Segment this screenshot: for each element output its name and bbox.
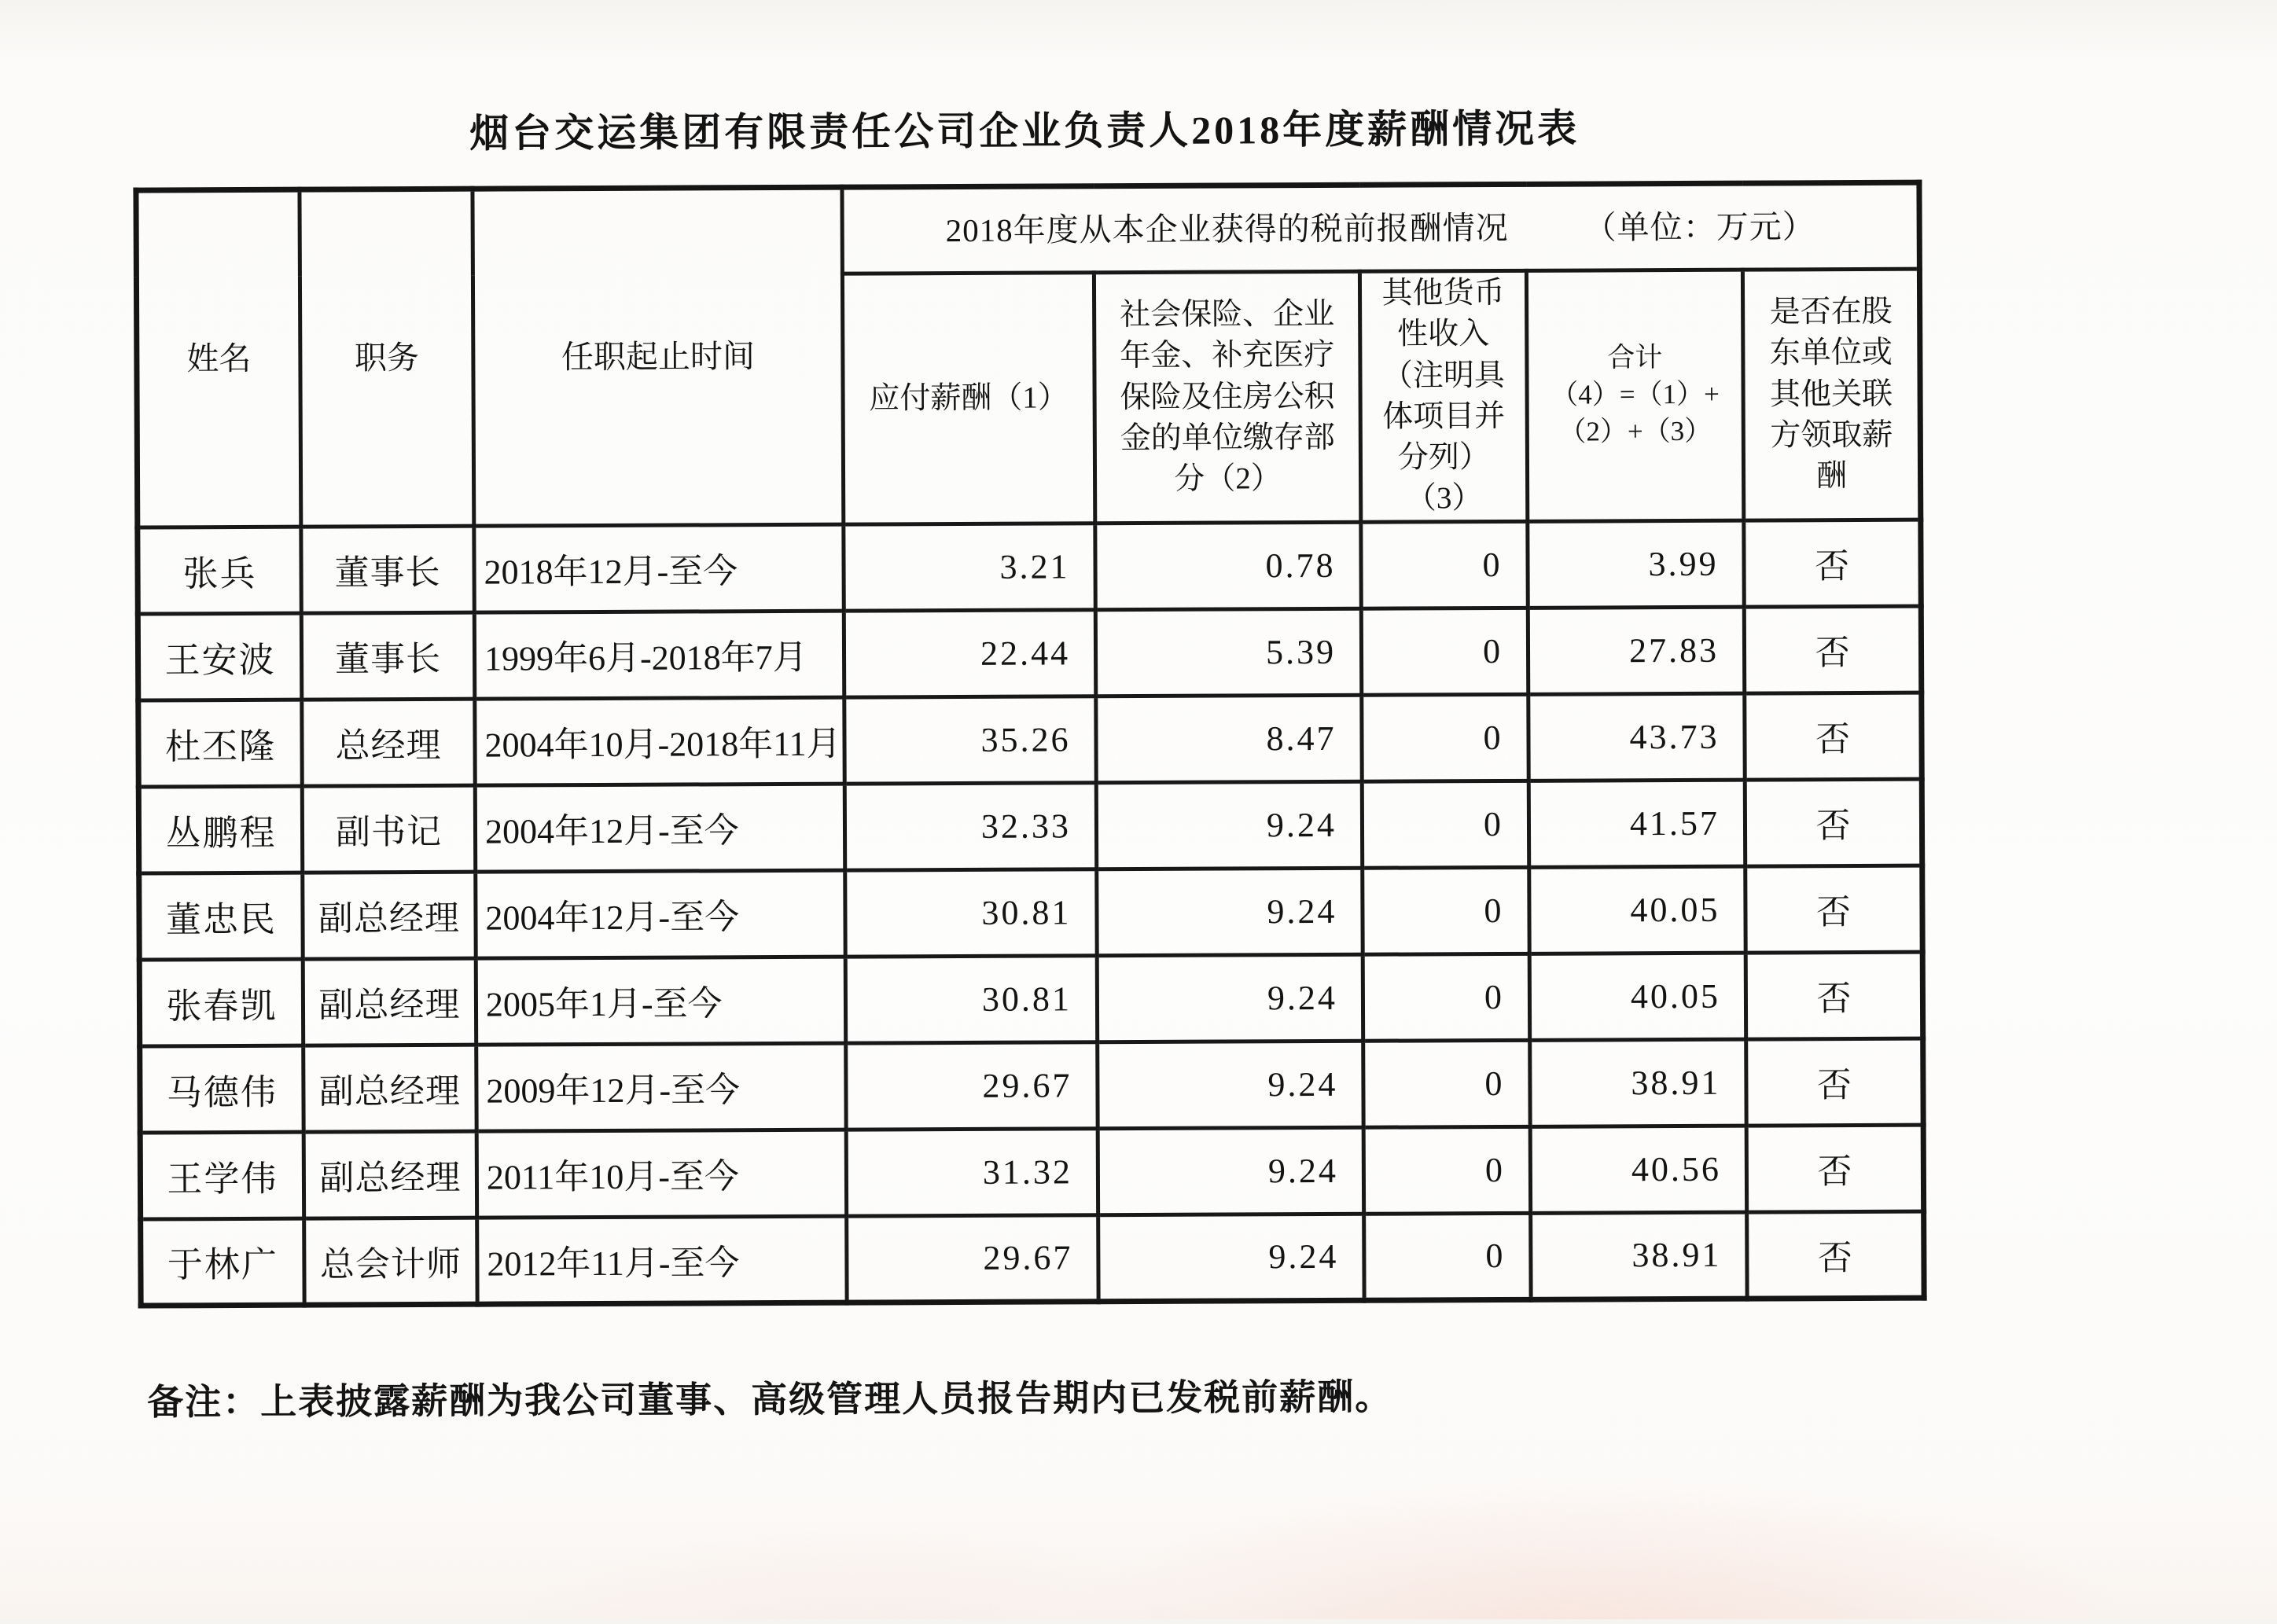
table-row — [139, 865, 1922, 960]
cell-name: 董忠民 — [139, 873, 303, 960]
cell-total: 38.91 — [1530, 1039, 1746, 1126]
cell-insurance: 5.39 — [1095, 608, 1361, 696]
cell-tenure: 2012年11月-至今 — [477, 1216, 847, 1304]
cell-other-income: 0 — [1363, 867, 1529, 954]
cell-related-party: 否 — [1745, 693, 1922, 780]
cell-total: 40.56 — [1530, 1126, 1746, 1213]
cell-other-income: 0 — [1362, 781, 1528, 868]
cell-name: 张兵 — [138, 527, 301, 614]
col-header-pretax-group — [842, 182, 1919, 274]
cell-related-party: 否 — [1744, 606, 1922, 693]
cell-insurance: 9.24 — [1098, 1041, 1363, 1128]
cell-name: 王安波 — [138, 613, 301, 700]
cell-related-party: 否 — [1745, 779, 1922, 866]
header-row-group — [136, 182, 1919, 277]
pretax-group-label: 2018年度从本企业获得的税前报酬情况 — [945, 209, 1509, 248]
cell-related-party: 否 — [1747, 1211, 1925, 1299]
cell-salary: 30.81 — [845, 869, 1097, 956]
cell-position: 副书记 — [302, 785, 475, 873]
col-header-total: 合计 （4）=（1）+ （2）+（3） — [1526, 270, 1743, 521]
cell-other-income: 0 — [1361, 521, 1528, 608]
col-header-insurance: 社会保险、企业年金、补充医疗保险及住房公积金的单位缴存部分（2） — [1094, 271, 1360, 523]
cell-other-income: 0 — [1363, 953, 1529, 1041]
cell-total: 27.83 — [1528, 607, 1744, 694]
cell-related-party: 否 — [1745, 952, 1923, 1039]
cell-salary: 31.32 — [846, 1128, 1098, 1215]
cell-total: 40.05 — [1529, 866, 1745, 953]
cell-name: 王学伟 — [140, 1132, 303, 1219]
col-header-related-party: 是否在股 东单位或 其他关联 方领取薪 酬 — [1742, 269, 1920, 520]
cell-position: 董事长 — [301, 526, 474, 613]
cell-salary: 22.44 — [844, 609, 1095, 696]
cell-salary: 30.81 — [845, 955, 1097, 1042]
cell-insurance: 9.24 — [1097, 868, 1363, 955]
cell-salary: 3.21 — [844, 523, 1095, 610]
cell-other-income: 0 — [1362, 694, 1528, 781]
cell-position: 副总经理 — [303, 1131, 476, 1218]
cell-salary: 29.67 — [846, 1042, 1098, 1129]
table-row — [138, 520, 1921, 614]
cell-other-income: 0 — [1364, 1213, 1531, 1300]
cell-name: 杜丕隆 — [138, 700, 302, 787]
cell-related-party: 否 — [1746, 1038, 1924, 1126]
col-header-tenure: 任职起止时间 — [473, 187, 844, 526]
cell-tenure: 2005年1月-至今 — [476, 957, 845, 1045]
cell-position: 董事长 — [301, 612, 474, 700]
table-row — [140, 1125, 1923, 1219]
cell-name: 丛鹏程 — [138, 786, 302, 873]
cell-tenure: 2009年12月-至今 — [476, 1043, 846, 1131]
unit-label: （单位：万元） — [1584, 208, 1815, 246]
cell-total: 43.73 — [1528, 693, 1745, 781]
table-row — [138, 606, 1921, 700]
cell-other-income: 0 — [1363, 1126, 1530, 1214]
cell-position: 副总经理 — [303, 958, 476, 1045]
cell-insurance: 9.24 — [1098, 1214, 1364, 1301]
cell-position: 总会计师 — [304, 1218, 477, 1305]
cell-tenure: 2004年12月-至今 — [476, 870, 845, 958]
cell-tenure: 2018年12月-至今 — [474, 524, 844, 612]
page-title: 烟台交运集团有限责任公司企业负责人2018年度薪酬情况表 — [469, 106, 1580, 156]
table-row — [138, 779, 1922, 873]
table-row — [141, 1211, 1924, 1306]
table-row — [140, 1038, 1923, 1133]
cell-other-income: 0 — [1363, 1040, 1530, 1127]
footnote: 备注：上表披露薪酬为我公司董事、高级管理人员报告期内已发税前薪酬。 — [147, 1376, 1393, 1423]
cell-total: 38.91 — [1531, 1212, 1747, 1299]
cell-insurance: 8.47 — [1096, 695, 1362, 782]
cell-total: 40.05 — [1529, 953, 1745, 1040]
cell-tenure: 2004年10月-2018年11月 — [475, 697, 844, 785]
col-header-salary: 应付薪酬（1） — [842, 273, 1094, 524]
cell-tenure: 2004年12月-至今 — [475, 784, 844, 872]
cell-insurance: 9.24 — [1096, 781, 1362, 869]
cell-name: 张春凯 — [139, 959, 303, 1046]
cell-position: 副总经理 — [303, 872, 476, 959]
cell-tenure: 1999年6月-2018年7月 — [474, 611, 844, 699]
cell-total: 41.57 — [1528, 780, 1745, 867]
cell-total: 3.99 — [1528, 520, 1744, 608]
salary-table — [133, 180, 1926, 1308]
cell-related-party: 否 — [1745, 865, 1923, 953]
cell-salary: 32.33 — [844, 782, 1096, 869]
cell-insurance: 0.78 — [1095, 522, 1361, 609]
col-header-other-income: 其他货币 性收入 （注明具 体项目并 分列） （3） — [1359, 270, 1527, 521]
cell-salary: 35.26 — [844, 696, 1096, 783]
table-row — [138, 693, 1922, 787]
col-header-name: 姓名 — [136, 189, 301, 527]
cell-insurance: 9.24 — [1097, 954, 1363, 1042]
cell-name: 马德伟 — [140, 1045, 303, 1133]
cell-salary: 29.67 — [847, 1214, 1098, 1302]
cell-related-party: 否 — [1746, 1125, 1924, 1212]
cell-position: 总经理 — [302, 699, 475, 786]
table-row — [139, 952, 1922, 1046]
cell-other-income: 0 — [1361, 608, 1528, 695]
cell-insurance: 9.24 — [1098, 1127, 1363, 1214]
col-header-position: 职务 — [300, 189, 474, 526]
cell-name: 于林广 — [141, 1218, 304, 1306]
cell-tenure: 2011年10月-至今 — [476, 1130, 846, 1218]
cell-related-party: 否 — [1744, 520, 1922, 607]
cell-position: 副总经理 — [303, 1045, 476, 1132]
